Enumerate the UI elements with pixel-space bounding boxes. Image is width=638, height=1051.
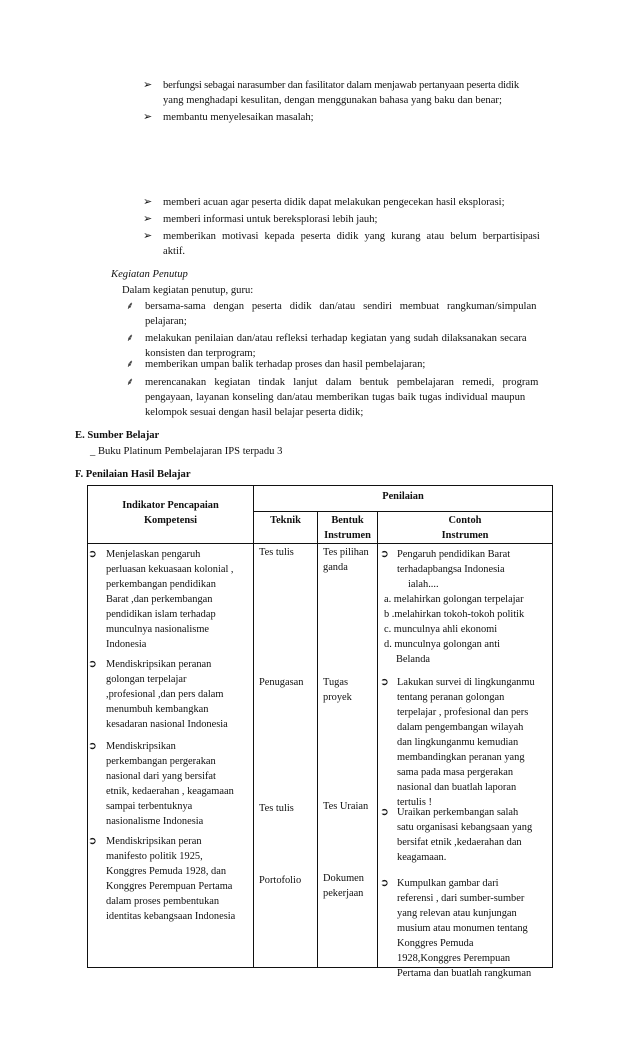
line: ganda [323, 562, 348, 573]
penilaian-heading: F. Penilaian Hasil Belajar [75, 469, 191, 480]
line: membandingkan peranan yang [397, 752, 525, 763]
line: nasionalisme Indonesia [106, 816, 204, 827]
item-line: melakukan penilaian dan/atau refleksi terhadap kegiatan yang sudah dilaksanakan secara [145, 333, 527, 344]
item-line: pelajaran; [145, 316, 187, 327]
bullet-text: memberi acuan agar peserta didik dapat melakukan pengecekan hasil eksplorasi; [163, 197, 505, 208]
line: proyek [323, 692, 352, 703]
arrow-bullet-icon: ➢ [143, 213, 153, 225]
indikator-cell [88, 544, 254, 968]
line: nasional dari yang bersifat [106, 771, 216, 782]
item-line: merencanakan kegiatan tindak lanjut dalam bentuk pembelajaran remedi, program [145, 377, 539, 388]
header-bentuk [318, 512, 378, 544]
contoh-text [397, 675, 535, 810]
line: nasional dan buatlah laporan [397, 782, 517, 793]
header-indikator [88, 486, 254, 544]
teknik-cell [254, 544, 318, 968]
line: keagamaan. [397, 852, 447, 863]
line: manifesto politik 1925, [106, 851, 203, 862]
arrow-bullet-icon: ➢ [143, 79, 153, 91]
indikator-text [106, 547, 234, 652]
line: identitas kebangsaan Indonesia [106, 911, 236, 922]
contoh-cell [378, 544, 553, 979]
contoh-text [397, 876, 531, 981]
bentuk-item [323, 871, 364, 901]
line: perluasan kekuasaan kolonial , [106, 564, 234, 575]
line: Mendiskripsikan [106, 741, 176, 752]
hand-bullet-icon: ⸙ [126, 377, 134, 388]
option: d. munculnya golongan anti [384, 639, 501, 650]
header-penilaian [254, 486, 553, 512]
teknik-item: Tes tulis [259, 803, 294, 814]
header-contoh [378, 512, 553, 544]
contoh-text [397, 547, 510, 592]
line: 1928,Konggres Perempuan [397, 953, 511, 964]
line: ,profesional ,dan pers dalam [106, 689, 224, 700]
hand-bullet-icon: ⸙ [126, 359, 134, 370]
header-text: Teknik [270, 515, 301, 526]
bentuk-item [323, 675, 352, 705]
line: perkembangan pendidikan [106, 579, 216, 590]
contoh-options [384, 592, 524, 667]
item-line: pengayaan, layanan konseling dan/atau memberikan tugas baik tugas individual maupun [145, 392, 526, 403]
sumber-item: _ Buku Platinum Pembelajaran IPS terpadu 3 [90, 446, 283, 457]
line: Konggres Pemuda 1928, dan [106, 866, 227, 877]
line: Pertama dan buatlah rangkuman [397, 968, 532, 979]
header-text: Bentuk [331, 515, 364, 526]
line: Indonesia [106, 639, 147, 650]
header-text: Instrumen [324, 530, 371, 541]
option: a. melahirkan golongan terpelajar [384, 594, 524, 605]
line: Uraikan perkembangan salah [397, 807, 519, 818]
penilaian-table [87, 485, 553, 979]
line: perkembangan pergerakan [106, 756, 216, 767]
line: Kumpulkan gambar dari [397, 878, 499, 889]
hand-bullet-icon: ⸙ [126, 301, 134, 312]
line: dan lingkunganmu kemudian [397, 737, 519, 748]
option: c. munculnya ahli ekonomi [384, 624, 498, 635]
bullet-line: aktif. [163, 246, 186, 257]
indikator-text [106, 739, 234, 829]
teknik-item: Penugasan [259, 677, 304, 688]
line: Menjelaskan pengaruh [106, 549, 201, 560]
sumber-heading: E. Sumber Belajar [75, 430, 160, 441]
line: Konggres Pemuda [397, 938, 474, 949]
arrow-bullet-icon: ➲ [380, 677, 389, 688]
line: pekerjaan [323, 888, 364, 899]
line: golongan terpelajar [106, 674, 187, 685]
teknik-item: Portofolio [259, 875, 302, 886]
header-teknik [254, 512, 318, 544]
bullet-line: memberikan motivasi kepada peserta didik yang kurang atau belum berpartisipasi [163, 231, 540, 242]
line: Lakukan survei di lingkunganmu [397, 677, 535, 688]
line: kesadaran nasional Indonesia [106, 719, 228, 730]
bullet-line: yang menghadapi kesulitan, dengan menggunakan bahasa yang baku dan benar; [163, 95, 502, 106]
header-text: Indikator Pencapaian [122, 500, 219, 511]
header-text: Penilaian [382, 491, 424, 502]
line: musium atau monumen tentang [397, 923, 528, 934]
option: Belanda [396, 654, 431, 665]
item-line: kelompok sesuai dengan hasil belajar peserta didik; [145, 407, 364, 418]
hand-bullet-icon: ⸙ [126, 333, 134, 344]
line: Konggres Perempuan Pertama [106, 881, 233, 892]
line: munculnya nasionalisme [106, 624, 210, 635]
arrow-bullet-icon: ➢ [143, 196, 153, 208]
line: bersifat etnik ,kedaerahan dan [397, 837, 522, 848]
arrow-bullet-icon: ➢ [143, 230, 153, 242]
line: dalam proses pembentukan [106, 896, 220, 907]
contoh-text [397, 805, 532, 865]
line: Dokumen [323, 873, 364, 884]
penutup-item [145, 299, 563, 329]
line: etnik, kedaerahan , keagamaan [106, 786, 234, 797]
header-text: Kompetensi [143, 515, 198, 526]
line: ialah.... [408, 579, 439, 590]
bullet-text: memberi informasi untuk bereksplorasi lebih jauh; [163, 214, 378, 225]
bentuk-cell [318, 544, 378, 968]
line: tertulis ! [397, 797, 432, 808]
line: menumbuh kembangkan [106, 704, 209, 715]
line: Mendiskripsikan peran [106, 836, 202, 847]
bullet-line: berfungsi sebagai narasumber dan fasilitator dalam menjawab pertanyaan peserta didik [163, 80, 519, 91]
line: terhadapbangsa Indonesia [397, 564, 505, 575]
item-line: konsisten dan terprogram; [145, 348, 256, 359]
line: dalam pengembangan wilayah [397, 722, 524, 733]
bentuk-item [323, 799, 368, 814]
line: Mendiskripsikan peranan [106, 659, 212, 670]
penutup-intro: Dalam kegiatan penutup, guru: [122, 285, 254, 296]
header-text: Contoh [448, 515, 482, 526]
arrow-bullet-icon: ➢ [143, 111, 153, 123]
arrow-bullet-icon: ➲ [88, 836, 97, 847]
line: pendidikan islam terhadap [106, 609, 216, 620]
line: yang relevan atau kunjungan [397, 908, 517, 919]
arrow-bullet-icon: ➲ [88, 659, 97, 670]
indikator-text [106, 657, 228, 732]
bentuk-item [323, 545, 369, 575]
arrow-bullet-icon: ➲ [380, 807, 389, 818]
line: referensi , dari sumber-sumber [397, 893, 525, 904]
item-line: bersama-sama dengan peserta didik dan/atau sendiri membuat rangkuman/simpulan [145, 301, 537, 312]
line: Barat ,dan perkembangan [106, 594, 213, 605]
bullet-text [163, 229, 563, 259]
arrow-bullet-icon: ➲ [380, 878, 389, 889]
penutup-item [145, 375, 563, 420]
arrow-bullet-icon: ➲ [88, 549, 97, 560]
line: sampai terbentuknya [106, 801, 193, 812]
line: Tugas [323, 677, 349, 688]
option: b .melahirkan tokoh-tokoh politik [384, 609, 525, 620]
line: satu organisasi kebangsaan yang [397, 822, 533, 833]
line: Tes Uraian [323, 801, 369, 812]
line: sama pada masa pergerakan [397, 767, 514, 778]
line: Pengaruh pendidikan Barat [397, 549, 511, 560]
line: tentang peranan golongan [397, 692, 505, 703]
indikator-text [106, 834, 235, 924]
teknik-item: Tes tulis [259, 547, 294, 558]
line: terpelajar , profesional dan pers [397, 707, 529, 718]
bullet-text [163, 78, 563, 108]
header-text: Instrumen [441, 530, 489, 541]
arrow-bullet-icon: ➲ [88, 741, 97, 752]
arrow-bullet-icon: ➲ [380, 549, 389, 560]
penutup-title: Kegiatan Penutup [111, 269, 188, 280]
bullet-text: membantu menyelesaikan masalah; [163, 112, 314, 123]
line: Tes pilihan [323, 547, 369, 558]
penutup-item: memberikan umpan balik terhadap proses dan hasil pembelajaran; [145, 359, 426, 370]
